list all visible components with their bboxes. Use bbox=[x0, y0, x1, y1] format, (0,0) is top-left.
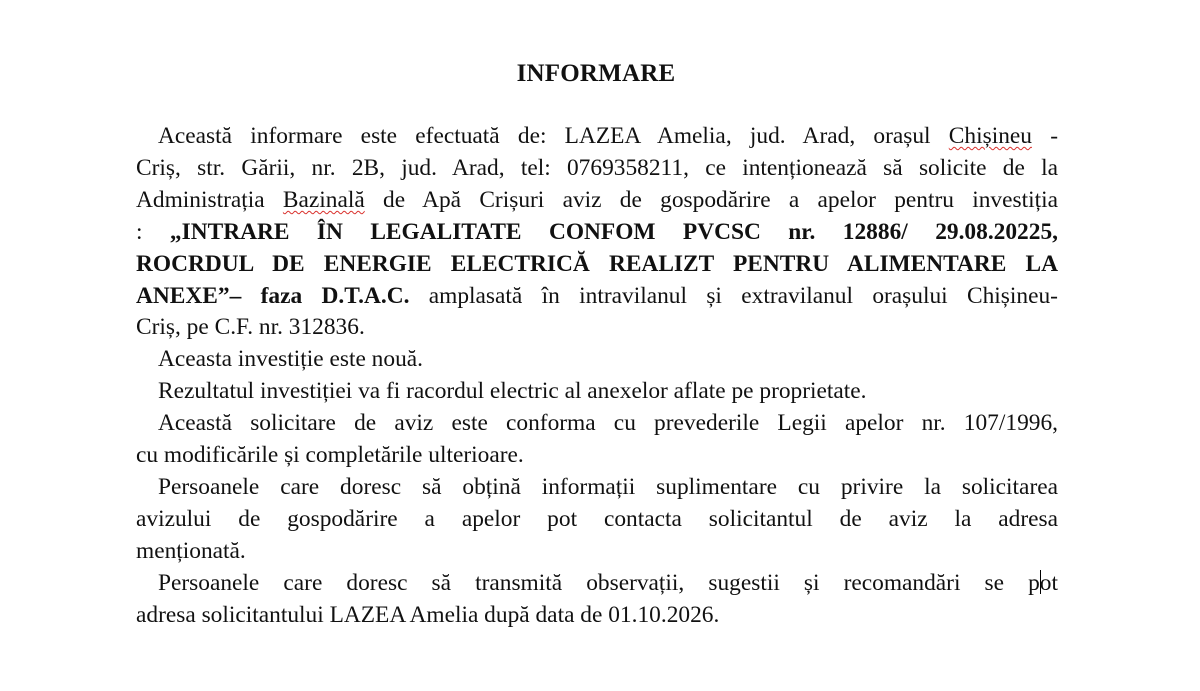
spellcheck-underline: Chișineu bbox=[948, 123, 1032, 149]
paragraph-5-line-1: Persoanele care doresc să obțină informații suplimentare cu privire la solicitarea bbox=[158, 473, 1058, 500]
paragraph-1-line-4: : „INTRARE ÎN LEGALITATE CONFOM PVCSC nr. 12886/ 29.08.20225, bbox=[136, 218, 1058, 245]
paragraph-1-line-5: ROCRDUL DE ENERGIE ELECTRICĂ REALIZT PENTRU ALIMENTARE LA bbox=[136, 250, 1058, 277]
paragraph-1-line-7: Criș, pe C.F. nr. 312836. bbox=[136, 314, 365, 341]
paragraph-1-line-1: Această informare este efectuată de: LAZEA Amelia, jud. Arad, orașul Chișineu - bbox=[158, 123, 1058, 149]
document-body[interactable] bbox=[136, 121, 1058, 632]
paragraph-5-line-2: avizului de gospodărire a apelor pot contacta solicitantul de aviz la adresa bbox=[136, 505, 1058, 532]
paragraph-1-line-6: ANEXE”– faza D.T.A.C. amplasată în intravilanul și extravilanul orașului Chișineu- bbox=[136, 282, 1058, 309]
paragraph-2: Aceasta investiție este nouă. bbox=[158, 346, 423, 373]
paragraph-1-line-2: Criș, str. Gării, nr. 2B, jud. Arad, tel: 0769358211, ce intenționează să solicite de la bbox=[136, 154, 1058, 181]
paragraph-3: Rezultatul investiției va fi racordul electric al anexelor aflate pe proprietate. bbox=[158, 378, 867, 405]
paragraph-6-line-1: Persoanele care doresc să transmită observații, sugestii și recomandări se pot bbox=[158, 569, 1058, 596]
paragraph-6-line-2: adresa solicitantului LAZEA Amelia după data de 01.10.2026. bbox=[136, 601, 720, 628]
document-title: INFORMARE bbox=[516, 60, 676, 87]
paragraph-4-line-2: cu modificările și completările ulterioare. bbox=[136, 442, 524, 469]
paragraph-4-line-1: Această solicitare de aviz este conforma cu prevederile Legii apelor nr. 107/1996, bbox=[158, 410, 1058, 437]
spellcheck-underline: Bazinală bbox=[282, 186, 365, 213]
paragraph-1-line-3: Administrația Bazinală de Apă Crișuri aviz de gospodărire a apelor pentru investiția bbox=[136, 186, 1058, 213]
paragraph-5-line-3: menționată. bbox=[136, 537, 246, 564]
